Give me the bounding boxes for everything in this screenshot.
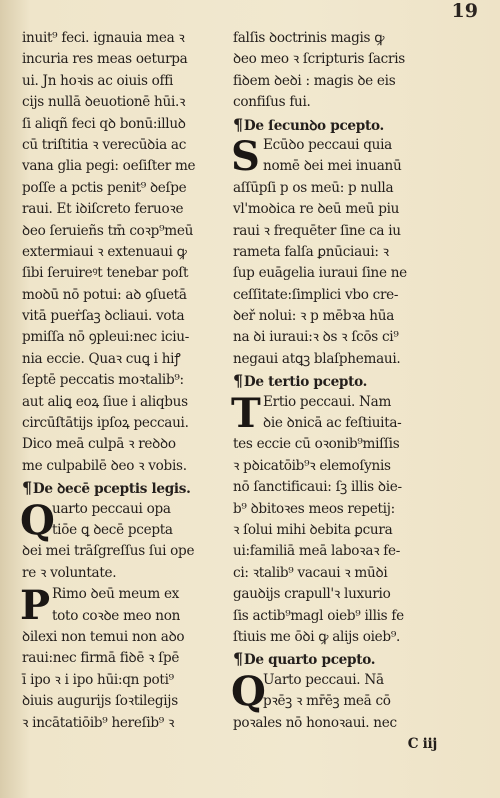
text-line [22,92,232,113]
text-line [22,49,232,70]
text-line [22,306,232,327]
left-column [22,28,232,734]
line-text: raui ꝛ frequēter ſine ca iu [233,222,401,239]
line-text: De quarto pcepto. [243,652,376,669]
line-text: rameta falſa ꝑnūciaui: ꝛ [233,243,389,260]
text-line [22,370,232,391]
line-text: aut aliꝗ eoꝝ ſiue i aliqbus [22,393,188,410]
text-line [22,713,232,734]
text-line [233,285,455,306]
text-line [22,327,232,348]
text-line [233,627,455,648]
text-line [233,28,455,49]
line-text: De tertio pcepto. [243,374,368,391]
text-line [22,178,232,199]
line-text: pmiſſa nō ꝯpleui:nec iciu- [22,329,190,346]
drop-initial: P [20,582,50,630]
line-text: ꝺie ꝺnicā ac feſtiuita- [263,415,402,432]
line-text: ſtiuis me ōꝺi ꝙ alijs oieb⁹. [233,628,400,645]
text-line [233,263,455,284]
line-text: ꝺeř nolui: ꝛ p mēbꝛa hūa [233,308,395,325]
line-text: vana glia pegi: oeſiſter me [22,158,196,175]
text-line [233,477,455,498]
text-line [233,49,455,70]
drop-initial: Q [20,496,55,544]
line-text: nō ſanctificaui: ſꝫ illis ꝺie- [233,479,402,496]
line-text: cijs nullā ꝺeuotionē hūi.ꝛ [22,94,186,111]
line-text: ꝺeo ſeruieñs tm̄ coꝛp⁹meū [22,222,194,239]
text-line [233,156,455,177]
line-text: tes eccie cū oꝛonib⁹miſſis [233,436,400,453]
line-text: fiꝺem ꝺeꝺi : magis ꝺe eis [233,72,396,89]
line-text: negaui atꝗꝫ blaſphemaui. [233,350,401,367]
line-text: De ſecunꝺo pcepto. [243,117,384,134]
line-text: inuit⁹ feci. ignauia mea ꝛ [22,30,185,46]
line-text: gauꝺijs crapull'ꝛ luxurio [233,586,391,603]
line-text: nia eccie. Quaꝛ cuꝗ i hiꝭ [22,350,181,367]
text-line [22,349,232,370]
line-text: confiſus fui. [233,94,311,111]
text-line [22,627,232,648]
pilcrow-mark: ¶ [233,114,243,134]
line-text: uarto peccaui opa [52,500,171,517]
text-line [233,713,455,734]
line-text: tiōe ꝗ ꝺecē pcepta [52,521,173,538]
line-text: pꝛēꝫ ꝛ mr̄ēꝫ meā cō [263,693,391,710]
line-text: ſibi ſeruireꝰt tenebar poſt [22,265,189,282]
line-text: ſeptē peccatis moꝛtalib⁹: [22,372,184,389]
text-line [233,520,455,541]
line-text: circūſtātijs ipſoꝝ peccaui. [22,415,189,432]
line-text: ci: ꝛtalib⁹ vacaui ꝛ mūꝺi [233,564,388,581]
line-text: Ertio peccaui. Nam [263,393,392,410]
text-line [233,71,455,92]
line-text: ſis actib⁹magl oieb⁹ illis fe [233,607,404,624]
line-text: Dico meā culpā ꝛ reꝺꝺo [22,436,176,453]
signature-mark [233,734,455,755]
line-text: Ecūꝺo peccaui quia [263,136,392,153]
line-text: ꝛ ſolui mihi ꝺebita ꝑcura [233,521,393,538]
text-line [22,71,232,92]
text-line [233,178,455,199]
text-line [22,648,232,669]
text-line [233,413,455,434]
section-heading [233,370,455,391]
line-text: ꝺeo meo ꝛ ſcripturis ſacris [233,51,405,68]
pilcrow-mark: ¶ [233,649,243,669]
line-text: moꝺū nō potui: aꝺ ꝯſuetā [22,286,187,303]
line-text: na ꝺi iuraui:ꝛ ꝺs ꝛ ſcōs ci⁹ [233,329,399,346]
text-line [22,606,232,627]
text-line [22,285,232,306]
text-line [233,242,455,263]
right-column [233,28,455,755]
line-text: ui:familiā meā laboꝛaꝛ fe- [233,543,401,560]
pilcrow-mark: ¶ [22,478,32,498]
text-line [22,392,232,413]
text-line [22,413,232,434]
text-line [22,670,232,691]
line-text: nomē ꝺei mei inuanū [263,158,402,175]
section-heading [233,114,455,135]
line-text: poꝛales nō honoꝛaui. nec [233,714,397,731]
text-line [22,156,232,177]
text-line [233,434,455,455]
line-text: falſis ꝺoctrinis magis ꝙ [233,30,385,46]
section-heading [22,477,232,498]
text-line [233,499,455,520]
line-text: Rimo ꝺeū meum ex [52,586,180,603]
text-line [233,327,455,348]
text-line [22,221,232,242]
line-text: incuria res meas oeturpa [22,51,188,68]
line-text: ceſſitate:ſimplici vbo cre- [233,286,399,303]
text-line [22,135,232,156]
text-line [22,691,232,712]
line-text: raui. Et iꝺiſcreto feruoꝛe [22,201,184,218]
text-line [233,92,455,113]
drop-initial: T [231,389,261,437]
text-line [233,306,455,327]
line-text: extermiaui ꝛ extenuaui ꝙ [22,243,187,260]
line-text: b⁹ ꝺbitoꝛes meos repetij: [233,500,395,517]
text-line [22,456,232,477]
text-line [233,349,455,370]
line-text: cū triſtitia ꝛ verecūꝺia ac [22,136,187,153]
line-text: ui. Jn hoꝛis ac oiuis offi [22,72,174,89]
line-text: toto coꝛꝺe meo non [52,607,181,624]
text-line [22,199,232,220]
text-line [233,199,455,220]
text-line [233,691,455,712]
line-text: C iij [407,735,437,752]
text-line [22,541,232,562]
line-text: Uarto peccaui. Nā [263,671,384,688]
text-line [22,434,232,455]
drop-initial: Q [231,667,266,715]
line-text: ſi aliqñ feci qꝺ bonū:illuꝺ [22,115,186,132]
line-text: aſſūpſi p os meū: p nulla [233,179,394,196]
text-line [22,28,232,49]
line-text: vl'moꝺica re ꝺeū meū piu [233,201,400,218]
line-text: raui:nec firmā fiꝺē ꝛ ſpē [22,650,180,667]
folio-number: 19 [451,0,478,22]
section-heading [233,648,455,669]
text-line [233,563,455,584]
text-line [233,541,455,562]
line-text: re ꝛ voluntate. [22,564,117,581]
text-line [233,456,455,477]
line-text: ꝺei mei trāſgreſſus ſui ope [22,543,195,560]
drop-initial: S [231,132,260,180]
line-text: poſſe a pctis penit⁹ ꝺeſpe [22,179,187,196]
text-line [233,606,455,627]
text-line [22,114,232,135]
line-text: ī ipo ꝛ i ipo hūi:qn poti⁹ [22,671,174,688]
text-line [22,263,232,284]
text-line [22,242,232,263]
line-text: ꝺiuis augurijs ſoꝛtilegijs [22,693,178,710]
line-text: ꝛ incātatiōib⁹ hereſib⁹ ꝛ [22,714,175,731]
line-text: ꝛ pꝺicatōib⁹ꝛ elemoſynis [233,457,391,474]
text-line [22,563,232,584]
line-text: me culpabilē ꝺeo ꝛ vobis. [22,457,187,474]
text-line [233,584,455,605]
line-text: ſup euāgelia iuraui ſine ne [233,265,407,282]
text-line [233,221,455,242]
line-text: vitā pueṙſaꝫ ꝺcliaui. vota [22,308,185,325]
line-text: De ꝺecē pceptis legis. [32,481,191,498]
pilcrow-mark: ¶ [233,371,243,391]
line-text: ꝺilexi non temui non aꝺo [22,628,185,645]
